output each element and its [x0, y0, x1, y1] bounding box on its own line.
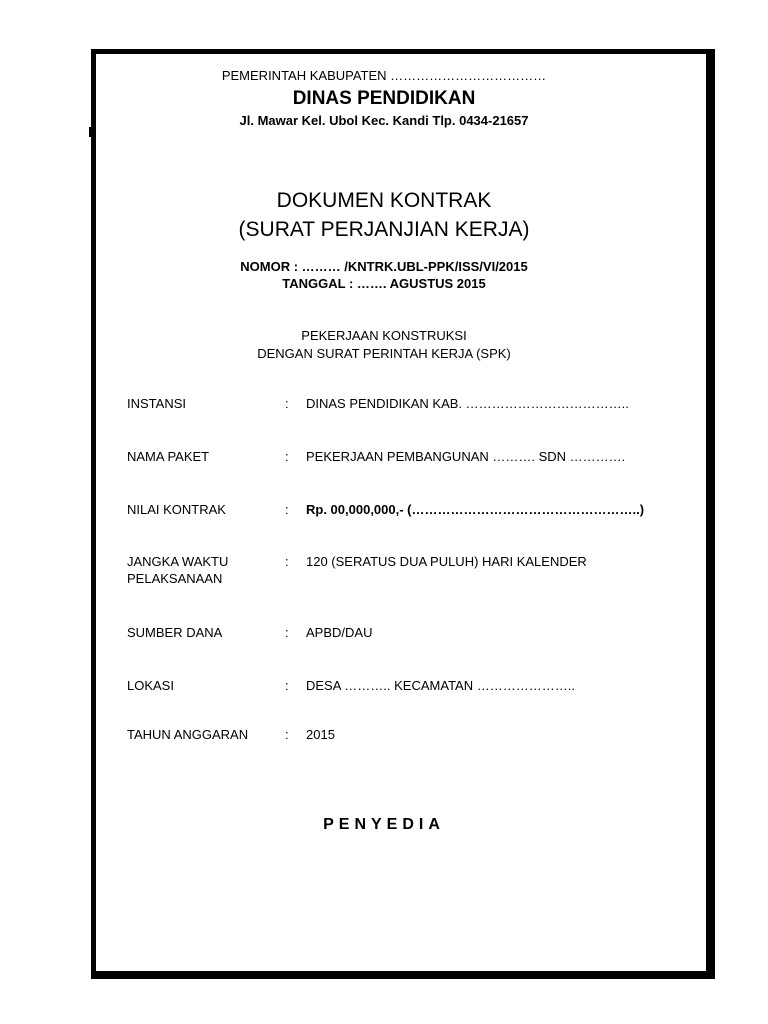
office-name: DINAS PENDIDIKAN: [292, 88, 476, 109]
field-label-line2: PELAKSANAAN: [127, 571, 223, 586]
field-colon: :: [285, 502, 289, 517]
document-subtitle: (SURAT PERJANJIAN KERJA): [238, 218, 530, 241]
field-colon: :: [285, 396, 289, 411]
provider-heading: PENYEDIA: [323, 816, 445, 833]
field-value: PEKERJAAN PEMBANGUNAN ………. SDN ………….: [306, 449, 626, 464]
field-label: [127, 553, 287, 587]
field-colon: :: [285, 727, 289, 742]
field-label: INSTANSI: [127, 396, 186, 411]
field-value: APBD/DAU: [306, 625, 373, 640]
field-colon: :: [285, 554, 289, 569]
field-value: Rp. 00,000,000,- (……………………………………………..): [306, 502, 645, 517]
contract-date: TANGGAL : ……. AGUSTUS 2015: [282, 276, 486, 291]
field-value: 2015: [306, 727, 335, 742]
office-address: Jl. Mawar Kel. Ubol Kec. Kandi Tlp. 0434-21657: [239, 113, 529, 128]
border-edge-mark: [89, 127, 92, 137]
field-label-line1: JANGKA WAKTU: [127, 554, 229, 569]
field-label: SUMBER DANA: [127, 625, 223, 640]
work-type-line1: PEKERJAAN KONSTRUKSI: [301, 328, 467, 343]
field-value: DINAS PENDIDIKAN KAB. ………………………………..: [306, 396, 629, 411]
document-title: DOKUMEN KONTRAK: [276, 189, 492, 212]
field-label: NILAI KONTRAK: [127, 502, 226, 517]
field-colon: :: [285, 625, 289, 640]
government-heading: PEMERINTAH KABUPATEN ………………………………: [221, 68, 547, 83]
field-label: LOKASI: [127, 678, 174, 693]
field-label: TAHUN ANGGARAN: [127, 727, 249, 742]
field-colon: :: [285, 678, 289, 693]
field-value: 120 (SERATUS DUA PULUH) HARI KALENDER: [306, 554, 587, 569]
field-colon: :: [285, 449, 289, 464]
field-label: NAMA PAKET: [127, 449, 210, 464]
field-value: DESA ……….. KECAMATAN …………………..: [306, 678, 575, 693]
contract-number: NOMOR : ……… /KNTRK.UBL-PPK/ISS/VI/2015: [240, 259, 528, 274]
work-type-line2: DENGAN SURAT PERINTAH KERJA (SPK): [257, 346, 511, 361]
